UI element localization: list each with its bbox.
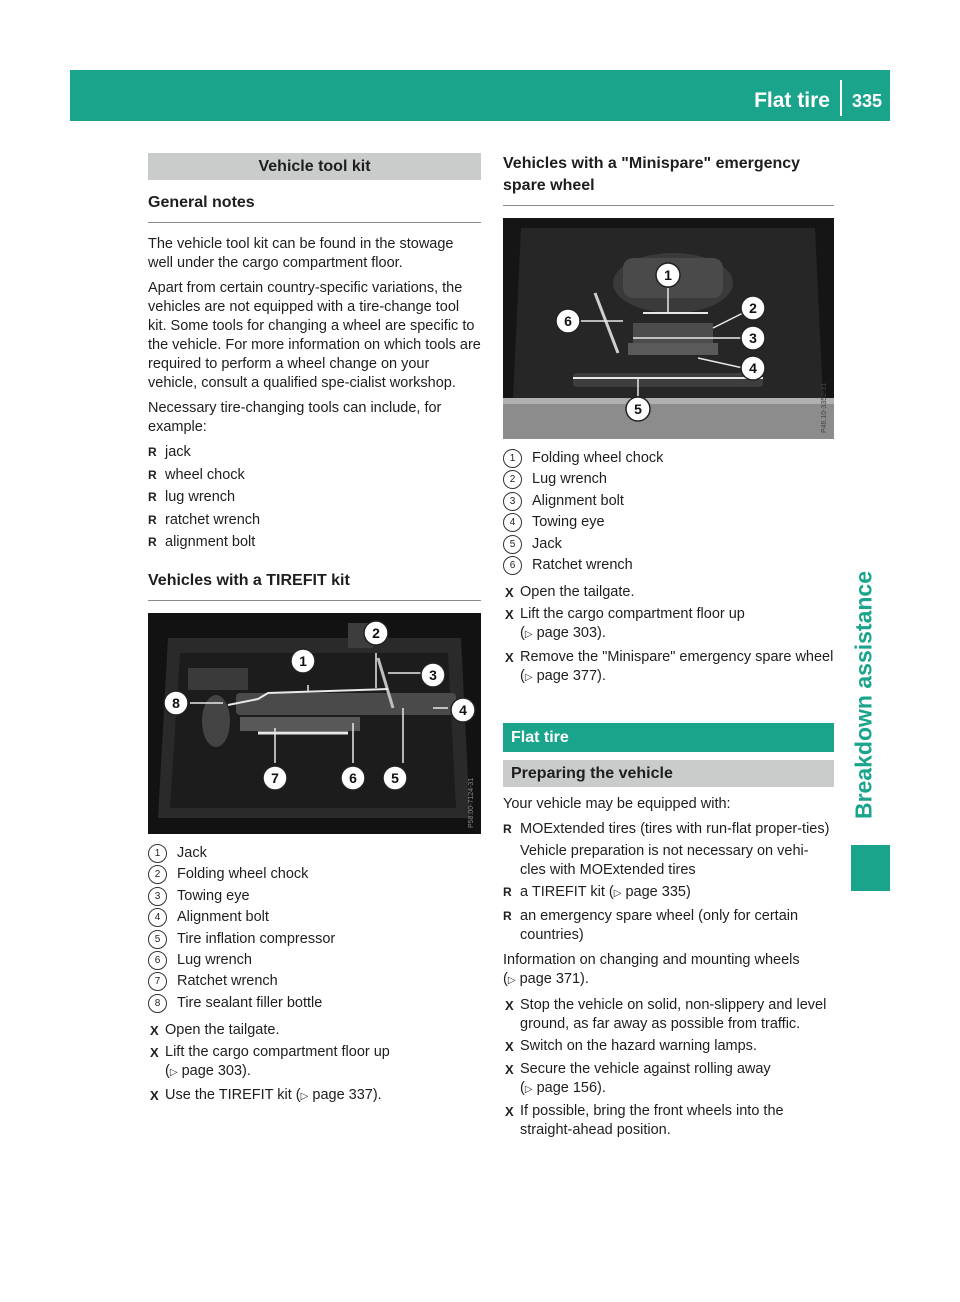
page-ref-link[interactable]: page 337). <box>312 1086 382 1103</box>
preparing-steps <box>503 996 834 1141</box>
list-item: R alignment bolt <box>148 533 481 552</box>
list-note: Vehicle preparation is not necessary on vehi-cles with MOExtended tires <box>520 842 809 878</box>
callout-number: 5 <box>503 535 522 554</box>
callout-number: 1 <box>503 449 522 468</box>
minispare-steps <box>503 583 834 687</box>
callout-label: 4 <box>749 360 757 376</box>
legend-item <box>148 865 481 884</box>
section-title-flat-tire: Flat tire <box>503 723 834 752</box>
step-arrow-icon: X <box>505 1061 514 1077</box>
paragraph: Information on changing and mounting wheels (▷ page 371). <box>503 951 800 987</box>
step-item: X Lift the cargo compartment floor up (▷ page 303). <box>150 1044 390 1080</box>
legend-item <box>148 994 481 1013</box>
legend-item <box>503 449 834 468</box>
callout-label: 1 <box>299 653 307 669</box>
page-number: 335 <box>851 90 882 111</box>
legend-text: Tire inflation compressor <box>177 930 336 947</box>
callout-number: 6 <box>148 951 167 970</box>
heading-preparing-vehicle: Preparing the vehicle <box>503 760 834 787</box>
callout-label: 2 <box>749 300 757 316</box>
legend-text: Alignment bolt <box>532 492 624 509</box>
legend-text: Lug wrench <box>532 471 607 488</box>
chapter-title: Flat tire <box>754 89 830 112</box>
step-arrow-icon: X <box>150 1087 159 1103</box>
legend-item <box>148 930 481 949</box>
heading-tirefit: Vehicles with a TIREFIT kit <box>148 570 481 601</box>
paragraph: The vehicle tool kit can be found in the stowage well under the cargo compartment floor. <box>148 236 454 271</box>
legend-item <box>148 844 481 863</box>
callout-number: 3 <box>503 492 522 511</box>
callout-number: 5 <box>148 930 167 949</box>
callout-number: 2 <box>148 865 167 884</box>
callout-label: 6 <box>564 313 572 329</box>
minispare-image <box>503 218 834 439</box>
step-text: Remove the "Minispare" emergency spare wheel ( <box>520 648 834 684</box>
side-tab[interactable] <box>844 560 884 830</box>
tool-list <box>148 443 481 552</box>
legend-item <box>503 513 834 532</box>
page-ref-icon: ▷ <box>613 888 622 900</box>
page-ref-link[interactable]: page 156). <box>536 1079 606 1096</box>
legend-item <box>503 535 834 554</box>
callout-label: 8 <box>172 695 180 711</box>
callout-number: 4 <box>503 513 522 532</box>
legend-item <box>148 972 481 991</box>
legend-item <box>148 951 481 970</box>
legend-text: Folding wheel chock <box>177 866 309 883</box>
list-item: R jack <box>148 443 481 462</box>
right-column <box>503 153 834 1146</box>
step-item <box>503 996 834 1034</box>
page-ref-icon: ▷ <box>524 629 533 641</box>
step-arrow-icon: X <box>150 1022 159 1038</box>
callout-label: 7 <box>271 770 279 786</box>
callout-label: 3 <box>749 330 757 346</box>
image-code: P46.10-3352-31 <box>821 382 828 433</box>
page-ref-icon: ▷ <box>169 1067 178 1079</box>
page-ref-icon: ▷ <box>524 671 533 683</box>
step-item: X Secure the vehicle against rolling away (▷ page 156). <box>505 1060 771 1096</box>
list-item: R ratchet wrench <box>148 511 481 530</box>
callout-label: 6 <box>349 770 357 786</box>
step-text: Secure the vehicle against rolling away <box>520 1060 771 1077</box>
page-ref-icon: ▷ <box>300 1090 309 1102</box>
info-text: Information on changing and mounting wheels <box>503 951 800 968</box>
step-text: Open the tailgate. <box>165 1021 280 1038</box>
legend-item <box>503 492 834 511</box>
legend-text: Towing eye <box>532 514 605 531</box>
heading-minispare: Vehicles with a "Minispare" emergency spare wheel <box>503 153 834 206</box>
callout-label: 5 <box>391 770 399 786</box>
callout-number: 2 <box>503 470 522 489</box>
paragraph: Apart from certain country-specific variations, the vehicles are not equipped with a tire-change tool kit. Some tools for changing a wheel are specific to the vehicle. For more information on which tools are required to perform a wheel change on your vehicle, consult a qualified spe-cialist workshop. <box>148 280 481 391</box>
page-ref-link[interactable]: page 303). <box>536 625 606 642</box>
minispare-legend <box>503 449 834 575</box>
step-item <box>148 1021 481 1040</box>
step-text: Lift the cargo compartment floor up <box>165 1044 390 1061</box>
heading-general-notes: General notes <box>148 192 481 223</box>
legend-text: Ratchet wrench <box>177 973 278 990</box>
section-title-vehicle-tool-kit: Vehicle tool kit <box>148 153 481 180</box>
list-item: R wheel chock <box>148 466 481 485</box>
callout-number: 8 <box>148 994 167 1013</box>
list-text: a TIREFIT kit ( <box>520 884 614 901</box>
page-ref-icon: ▷ <box>507 974 516 986</box>
step-text: Use the TIREFIT kit ( <box>165 1086 301 1103</box>
legend-item <box>148 908 481 927</box>
callout-number: 3 <box>148 887 167 906</box>
step-arrow-icon: X <box>505 1104 514 1120</box>
list-item: R an emergency spare wheel (only for certain countries) <box>503 907 834 945</box>
side-tab-marker <box>851 845 890 891</box>
callout-label: 4 <box>459 702 467 718</box>
equipment-list <box>503 820 834 945</box>
list-item: R lug wrench <box>148 488 481 507</box>
step-arrow-icon: X <box>505 649 514 665</box>
step-item <box>503 583 834 602</box>
legend-text: Jack <box>532 535 562 552</box>
paragraph: Necessary tire-changing tools can include, for example: <box>148 400 442 435</box>
page-ref-link[interactable]: page 303). <box>181 1063 251 1080</box>
callout-number: 1 <box>148 844 167 863</box>
callout-number: 6 <box>503 556 522 575</box>
page-ref-link[interactable]: page 335) <box>625 884 691 901</box>
step-text: If possible, bring the front wheels into the straight-ahead position. <box>520 1103 784 1139</box>
legend-text: Folding wheel chock <box>532 450 664 466</box>
tirefit-steps <box>148 1021 481 1106</box>
callout-number: 4 <box>148 908 167 927</box>
step-item <box>503 1037 834 1056</box>
step-item <box>148 1086 481 1106</box>
step-item <box>503 1102 834 1140</box>
legend-text: Tire sealant filler bottle <box>177 994 323 1011</box>
legend-text: Alignment bolt <box>177 909 269 926</box>
step-text: Stop the vehicle on solid, non-slippery and level ground, as far away as possible from traffic. <box>520 996 827 1032</box>
callout-label: 5 <box>634 401 642 417</box>
step-arrow-icon: X <box>505 584 514 600</box>
tirefit-legend <box>148 844 481 1013</box>
left-column <box>148 153 481 1112</box>
step-item: X Lift the cargo compartment floor up (▷ page 303). <box>505 606 745 642</box>
step-arrow-icon: X <box>505 997 514 1013</box>
callout-label: 2 <box>372 625 380 641</box>
step-text: Switch on the hazard warning lamps. <box>520 1038 757 1055</box>
legend-item <box>503 556 834 575</box>
step-arrow-icon: X <box>505 607 514 623</box>
step-arrow-icon: X <box>150 1045 159 1061</box>
list-item <box>503 820 834 880</box>
step-text: Lift the cargo compartment floor up <box>520 606 745 623</box>
legend-item <box>148 887 481 906</box>
step-text: Open the tailgate. <box>520 583 635 600</box>
side-tab-label: Breakdown assistance <box>850 570 877 820</box>
page-ref-icon: ▷ <box>524 1083 533 1095</box>
callout-number: 7 <box>148 972 167 991</box>
legend-item <box>503 470 834 489</box>
legend-text: Jack <box>177 845 207 861</box>
page-ref-link[interactable]: page 377). <box>536 667 606 684</box>
step-arrow-icon: X <box>505 1039 514 1055</box>
callout-label: 1 <box>664 267 672 283</box>
tirefit-kit-image <box>148 613 481 834</box>
list-text: MOExtended tires (tires with run-flat proper-ties) <box>520 820 830 837</box>
callout-label: 3 <box>429 667 437 683</box>
page-ref-link[interactable]: page 371). <box>519 970 589 987</box>
header <box>754 86 890 116</box>
legend-text: Lug wrench <box>177 951 252 968</box>
list-item <box>503 883 834 903</box>
paragraph: Your vehicle may be equipped with: <box>503 795 731 812</box>
step-item <box>503 648 834 687</box>
image-code: P58.00-7124-31 <box>468 777 475 828</box>
legend-text: Ratchet wrench <box>532 556 633 573</box>
legend-text: Towing eye <box>177 887 250 904</box>
